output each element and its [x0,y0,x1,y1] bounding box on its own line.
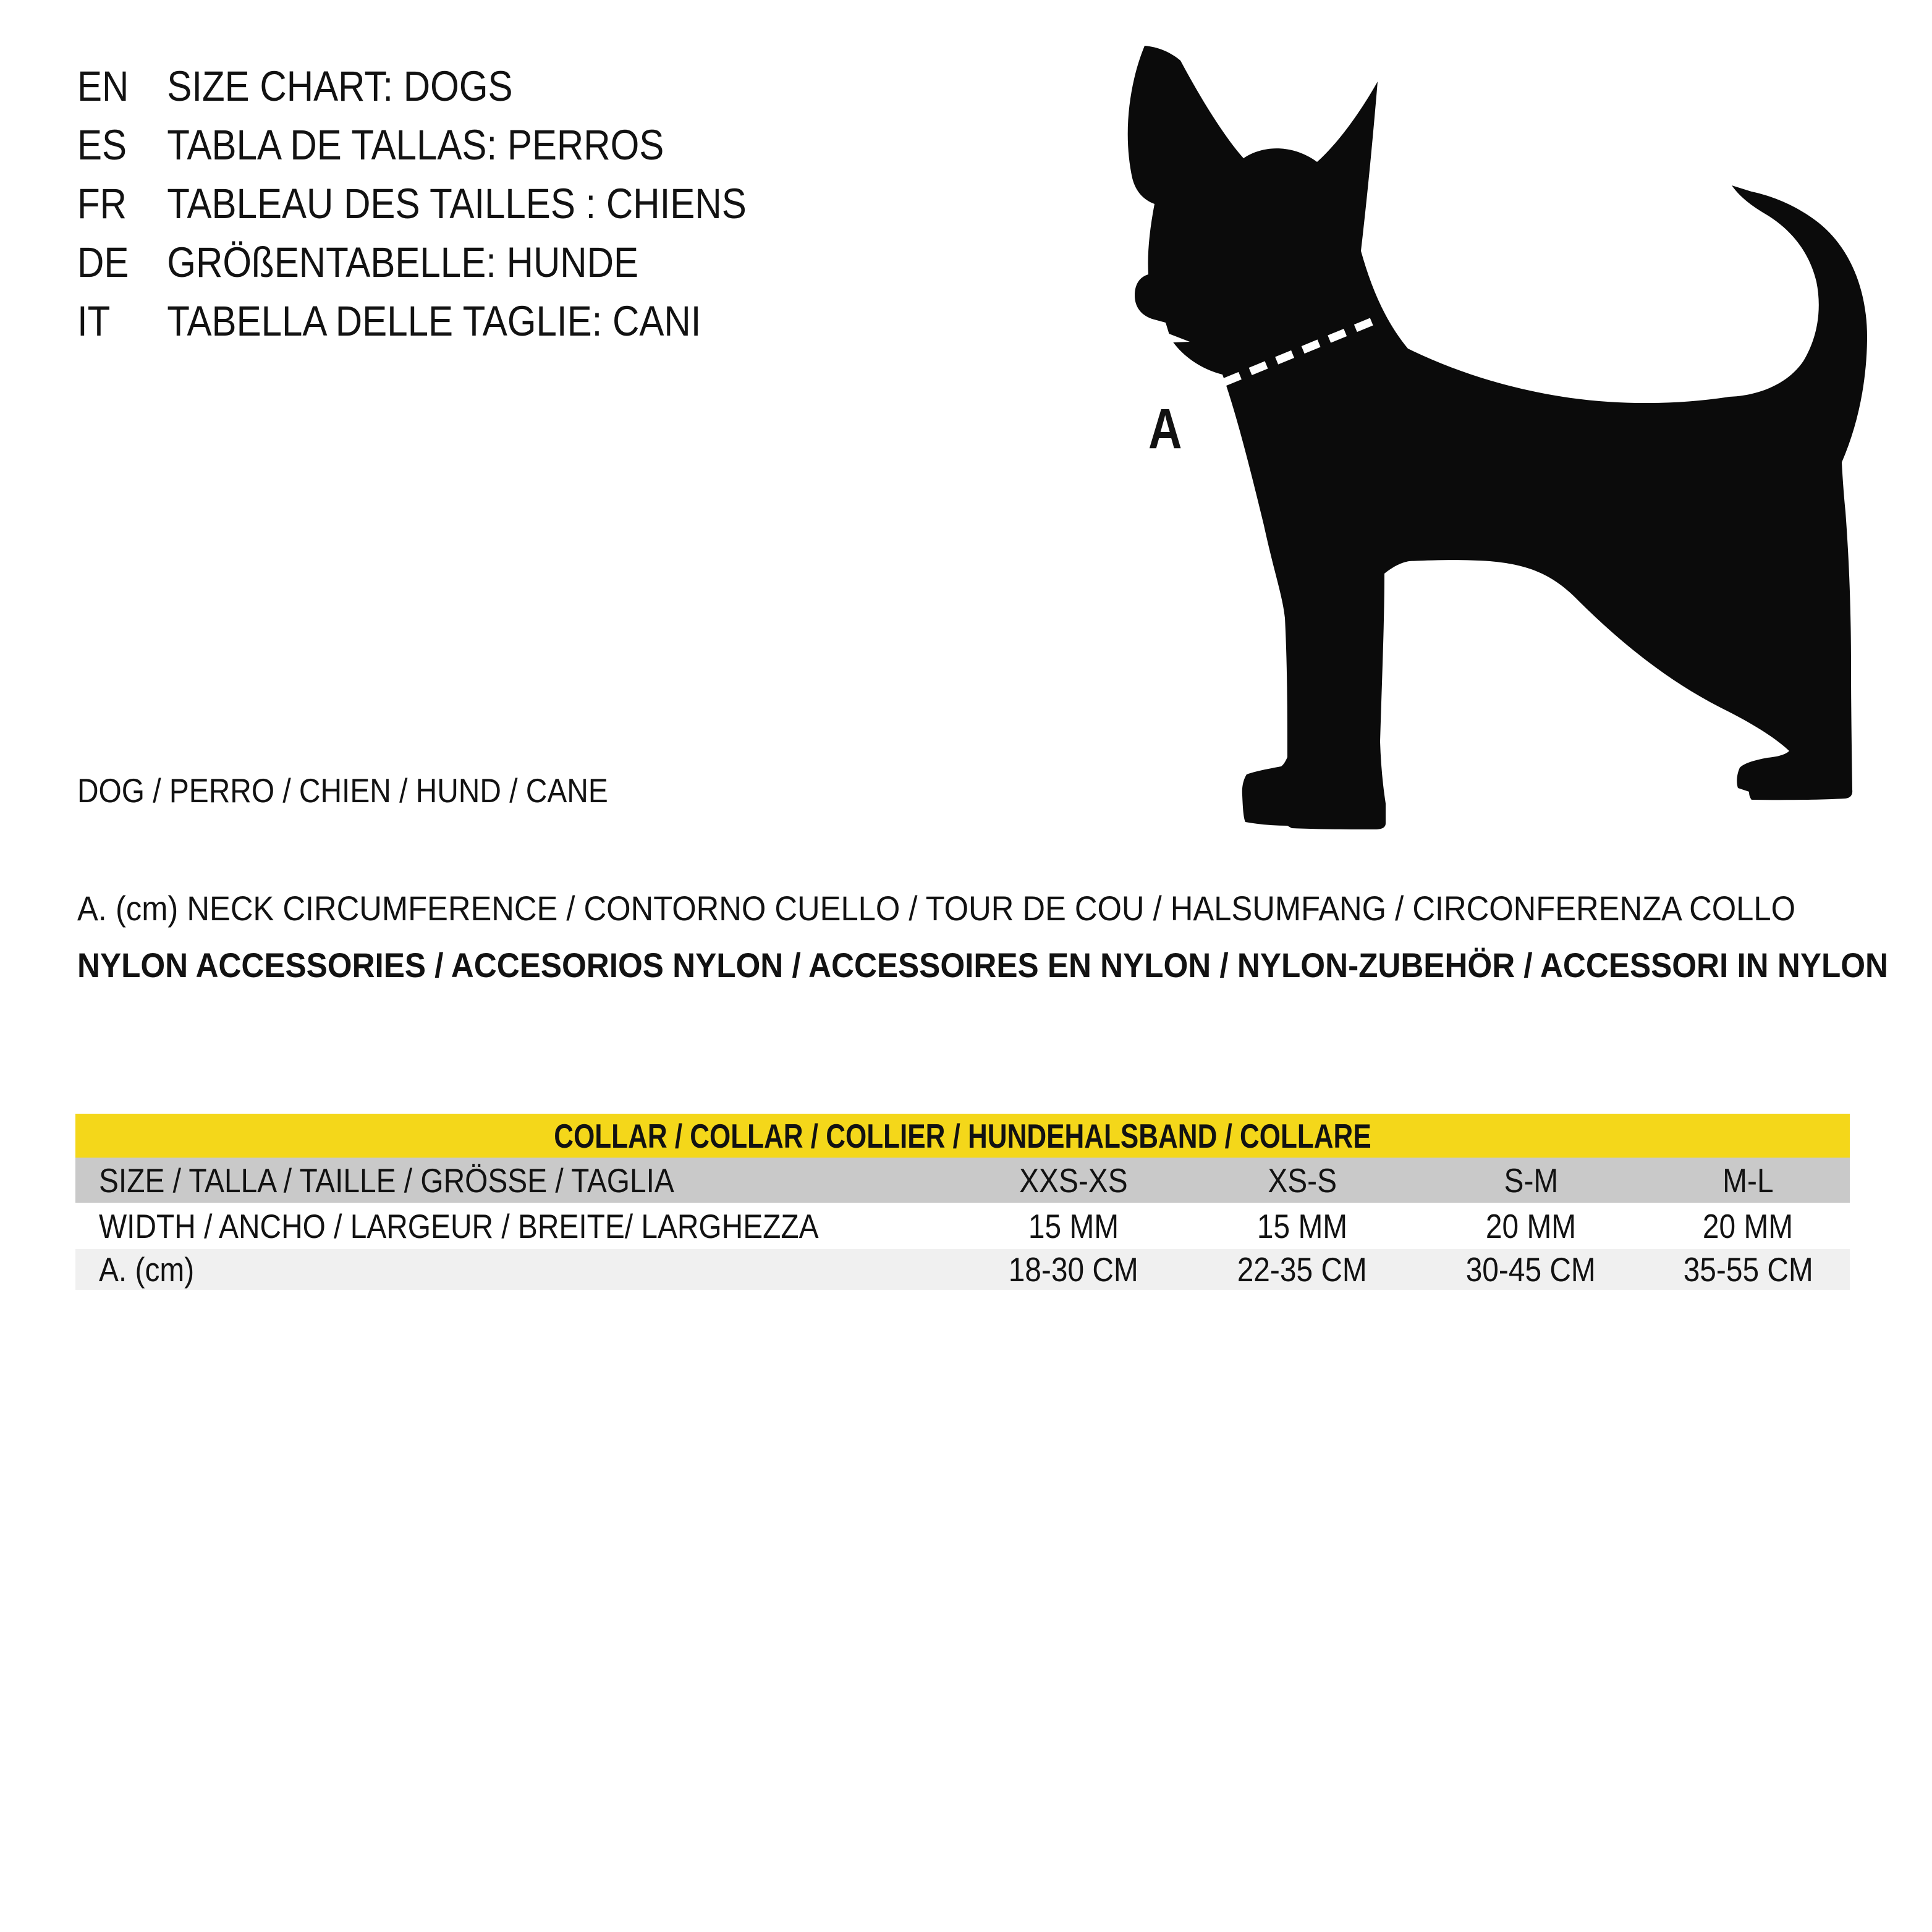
cell-value: 18-30 CM [1008,1250,1139,1289]
table-cell [1645,1158,1851,1203]
table-row-width [75,1203,1850,1249]
materials-note-text: NYLON ACCESSORIES / ACCESORIOS NYLON / ACCESSOIRES EN NYLON / NYLON-ZUBEHÖR / ACCESSORI IN NYLON [77,946,1888,985]
cell-value: S-M [1504,1161,1558,1200]
language-code: DE [77,239,129,286]
neck-measure-note-text: A. (cm) NECK CIRCUMFERENCE / CONTORNO CUELLO / TOUR DE COU / HALSUMFANG / CIRCONFERENZA COLLO [77,889,1795,928]
table-cell [1188,1249,1417,1290]
language-title: TABELLA DELLE TAGLIE: CANI [167,297,701,345]
collar-size-table [75,1114,1850,1290]
cell-value: 20 MM [1485,1206,1577,1245]
table-cell [959,1158,1188,1203]
table-cell [1417,1203,1645,1249]
language-code: FR [77,180,127,227]
language-title-list [77,57,847,350]
table-cell [1417,1249,1645,1290]
table-cell [959,1249,1188,1290]
cell-value: XS-S [1268,1161,1337,1200]
list-item [77,233,847,292]
dog-silhouette-figure [1106,30,1879,858]
list-item [77,116,847,174]
cell-value: M-L [1722,1161,1774,1200]
language-code: EN [77,62,129,110]
measure-point-a-label: A [1148,396,1182,460]
row-label [75,1203,959,1249]
list-item [77,292,847,350]
neck-measure-note [77,890,1808,934]
table-header [75,1114,1850,1158]
language-code: IT [77,297,111,345]
cell-value: 15 MM [1256,1206,1348,1245]
dog-silhouette [1128,46,1867,829]
row-label-text: A. (cm) [99,1250,195,1289]
cell-value: 35-55 CM [1683,1250,1813,1289]
cell-value: XXS-XS [1019,1161,1128,1200]
cell-value: 22-35 CM [1237,1250,1368,1289]
table-row-size [75,1158,1850,1203]
row-label [75,1249,959,1290]
cell-value: 30-45 CM [1465,1250,1596,1289]
table-cell [1188,1158,1417,1203]
table-cell [1645,1203,1851,1249]
table-cell [959,1203,1188,1249]
cell-value: 15 MM [1028,1206,1119,1245]
cell-value: 20 MM [1703,1206,1794,1245]
language-title: TABLA DE TALLAS: PERROS [167,121,664,169]
dog-caption-text: DOG / PERRO / CHIEN / HUND / CANE [77,771,608,810]
materials-note [77,947,1900,991]
row-label [75,1158,959,1203]
table-cell [1645,1249,1851,1290]
language-code: ES [77,121,127,169]
table-header-title: COLLAR / COLLAR / COLLIER / HUNDEHALSBAND / COLLARE [554,1116,1371,1155]
row-label-text: SIZE / TALLA / TAILLE / GRÖSSE / TAGLIA [99,1161,674,1200]
list-item [77,174,847,233]
table-cell [1417,1158,1645,1203]
row-label-text: WIDTH / ANCHO / LARGEUR / BREITE/ LARGHEZZA [99,1206,819,1245]
language-title: SIZE CHART: DOGS [167,62,513,110]
language-title: TABLEAU DES TAILLES : CHIENS [167,180,747,227]
language-title: GRÖßENTABELLE: HUNDE [167,239,639,286]
table-row-neck [75,1249,1850,1290]
table-cell [1188,1203,1417,1249]
dog-caption [77,771,687,810]
list-item [77,57,847,116]
